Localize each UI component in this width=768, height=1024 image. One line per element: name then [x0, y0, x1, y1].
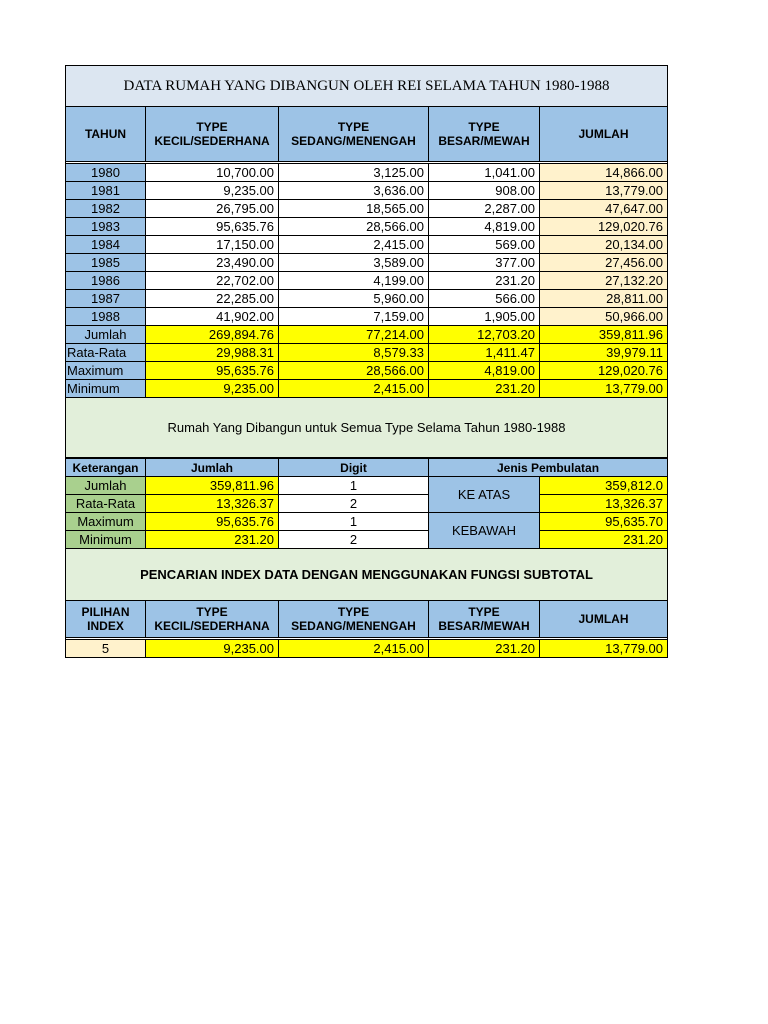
summary-cell[interactable]: 12,703.20 — [429, 326, 540, 344]
cell-jumlah[interactable]: 20,134.00 — [540, 236, 668, 254]
cell-besar[interactable]: 1,041.00 — [429, 164, 540, 182]
summary-label-rata-rata[interactable]: Rata-Rata — [66, 344, 146, 362]
rounding-jumlah[interactable]: 359,811.96 — [146, 477, 279, 495]
cell-jumlah[interactable]: 14,866.00 — [540, 164, 668, 182]
summary-cell[interactable]: 4,819.00 — [429, 362, 540, 380]
ke-atas-label[interactable]: KE ATAS — [429, 477, 540, 513]
summary-cell[interactable]: 8,579.33 — [279, 344, 429, 362]
cell-year[interactable]: 1985 — [66, 254, 146, 272]
summary-cell[interactable]: 231.20 — [429, 380, 540, 398]
header-keterangan[interactable]: Keterangan — [66, 459, 146, 477]
cell-sedang[interactable]: 18,565.00 — [279, 200, 429, 218]
cell-year[interactable]: 1986 — [66, 272, 146, 290]
cell-sedang[interactable]: 3,125.00 — [279, 164, 429, 182]
header-pilihan-index[interactable]: PILIHAN INDEX — [66, 601, 146, 638]
rounding-result[interactable]: 231.20 — [540, 531, 668, 549]
summary-cell[interactable]: 269,894.76 — [146, 326, 279, 344]
rounding-digit[interactable]: 1 — [279, 477, 429, 495]
summary-cell[interactable]: 28,566.00 — [279, 362, 429, 380]
rounding-label[interactable]: Maximum — [66, 513, 146, 531]
subtotal-jumlah[interactable]: 13,779.00 — [540, 640, 668, 658]
rounding-digit[interactable]: 2 — [279, 531, 429, 549]
cell-jumlah[interactable]: 28,811.00 — [540, 290, 668, 308]
cell-year[interactable]: 1983 — [66, 218, 146, 236]
subtotal-sedang[interactable]: 2,415.00 — [279, 640, 429, 658]
rounding-result[interactable]: 13,326.37 — [540, 495, 668, 513]
rounding-label[interactable]: Rata-Rata — [66, 495, 146, 513]
header-digit[interactable]: Digit — [279, 459, 429, 477]
cell-kecil[interactable]: 23,490.00 — [146, 254, 279, 272]
section2-title[interactable]: Rumah Yang Dibangun untuk Semua Type Selama Tahun 1980-1988 — [66, 398, 668, 458]
cell-year[interactable]: 1988 — [66, 308, 146, 326]
cell-besar[interactable]: 2,287.00 — [429, 200, 540, 218]
rounding-digit[interactable]: 1 — [279, 513, 429, 531]
table-title[interactable]: DATA RUMAH YANG DIBANGUN OLEH REI SELAMA TAHUN 1980-1988 — [66, 66, 668, 107]
rounding-label[interactable]: Minimum — [66, 531, 146, 549]
cell-year[interactable]: 1981 — [66, 182, 146, 200]
summary-label-jumlah[interactable]: Jumlah — [66, 326, 146, 344]
cell-year[interactable]: 1980 — [66, 164, 146, 182]
cell-sedang[interactable]: 2,415.00 — [279, 236, 429, 254]
header-jumlah-3[interactable]: JUMLAH — [540, 601, 668, 638]
cell-jumlah[interactable]: 27,132.20 — [540, 272, 668, 290]
rounding-result[interactable]: 95,635.70 — [540, 513, 668, 531]
header-besar[interactable]: TYPE BESAR/MEWAH — [429, 107, 540, 162]
cell-kecil[interactable]: 22,285.00 — [146, 290, 279, 308]
pilihan-index-input[interactable]: 5 — [66, 640, 146, 658]
summary-cell[interactable]: 29,988.31 — [146, 344, 279, 362]
cell-kecil[interactable]: 95,635.76 — [146, 218, 279, 236]
summary-label-minimum[interactable]: Minimum — [66, 380, 146, 398]
data-table — [65, 65, 668, 458]
cell-jumlah[interactable]: 27,456.00 — [540, 254, 668, 272]
cell-jumlah[interactable]: 47,647.00 — [540, 200, 668, 218]
cell-besar[interactable]: 1,905.00 — [429, 308, 540, 326]
rounding-table — [65, 458, 668, 658]
summary-cell[interactable]: 9,235.00 — [146, 380, 279, 398]
summary-cell[interactable]: 359,811.96 — [540, 326, 668, 344]
section3-title[interactable]: PENCARIAN INDEX DATA DENGAN MENGGUNAKAN FUNGSI SUBTOTAL — [66, 549, 668, 601]
header-sedang-3[interactable]: TYPE SEDANG/MENENGAH — [279, 601, 429, 638]
header-jumlah[interactable]: JUMLAH — [540, 107, 668, 162]
cell-kecil[interactable]: 9,235.00 — [146, 182, 279, 200]
cell-besar[interactable]: 566.00 — [429, 290, 540, 308]
cell-sedang[interactable]: 5,960.00 — [279, 290, 429, 308]
summary-cell[interactable]: 13,779.00 — [540, 380, 668, 398]
cell-kecil[interactable]: 22,702.00 — [146, 272, 279, 290]
rounding-jumlah[interactable]: 95,635.76 — [146, 513, 279, 531]
rounding-label[interactable]: Jumlah — [66, 477, 146, 495]
cell-besar[interactable]: 377.00 — [429, 254, 540, 272]
header-kecil[interactable]: TYPE KECIL/SEDERHANA — [146, 107, 279, 162]
rounding-result[interactable]: 359,812.0 — [540, 477, 668, 495]
summary-cell[interactable]: 2,415.00 — [279, 380, 429, 398]
summary-cell[interactable]: 39,979.11 — [540, 344, 668, 362]
cell-kecil[interactable]: 26,795.00 — [146, 200, 279, 218]
rounding-jumlah[interactable]: 231.20 — [146, 531, 279, 549]
cell-year[interactable]: 1984 — [66, 236, 146, 254]
cell-sedang[interactable]: 4,199.00 — [279, 272, 429, 290]
cell-kecil[interactable]: 41,902.00 — [146, 308, 279, 326]
header-kecil-3[interactable]: TYPE KECIL/SEDERHANA — [146, 601, 279, 638]
cell-besar[interactable]: 4,819.00 — [429, 218, 540, 236]
cell-besar[interactable]: 231.20 — [429, 272, 540, 290]
cell-kecil[interactable]: 17,150.00 — [146, 236, 279, 254]
summary-cell[interactable]: 77,214.00 — [279, 326, 429, 344]
cell-jumlah[interactable]: 129,020.76 — [540, 218, 668, 236]
rounding-jumlah[interactable]: 13,326.37 — [146, 495, 279, 513]
spreadsheet — [65, 65, 667, 658]
cell-year[interactable]: 1987 — [66, 290, 146, 308]
rounding-digit[interactable]: 2 — [279, 495, 429, 513]
cell-besar[interactable]: 569.00 — [429, 236, 540, 254]
summary-label-maximum[interactable]: Maximum — [66, 362, 146, 380]
cell-sedang[interactable]: 3,636.00 — [279, 182, 429, 200]
summary-cell[interactable]: 95,635.76 — [146, 362, 279, 380]
cell-sedang[interactable]: 3,589.00 — [279, 254, 429, 272]
summary-cell[interactable]: 1,411.47 — [429, 344, 540, 362]
kebawah-label[interactable]: KEBAWAH — [429, 513, 540, 549]
subtotal-kecil[interactable]: 9,235.00 — [146, 640, 279, 658]
cell-jumlah[interactable]: 50,966.00 — [540, 308, 668, 326]
header-sedang[interactable]: TYPE SEDANG/MENENGAH — [279, 107, 429, 162]
cell-year[interactable]: 1982 — [66, 200, 146, 218]
subtotal-besar[interactable]: 231.20 — [429, 640, 540, 658]
cell-besar[interactable]: 908.00 — [429, 182, 540, 200]
cell-jumlah[interactable]: 13,779.00 — [540, 182, 668, 200]
cell-sedang[interactable]: 7,159.00 — [279, 308, 429, 326]
summary-cell[interactable]: 129,020.76 — [540, 362, 668, 380]
cell-kecil[interactable]: 10,700.00 — [146, 164, 279, 182]
header-jumlah-2[interactable]: Jumlah — [146, 459, 279, 477]
header-tahun[interactable]: TAHUN — [66, 107, 146, 162]
cell-sedang[interactable]: 28,566.00 — [279, 218, 429, 236]
header-besar-3[interactable]: TYPE BESAR/MEWAH — [429, 601, 540, 638]
header-jenis-pembulatan[interactable]: Jenis Pembulatan — [429, 459, 668, 477]
